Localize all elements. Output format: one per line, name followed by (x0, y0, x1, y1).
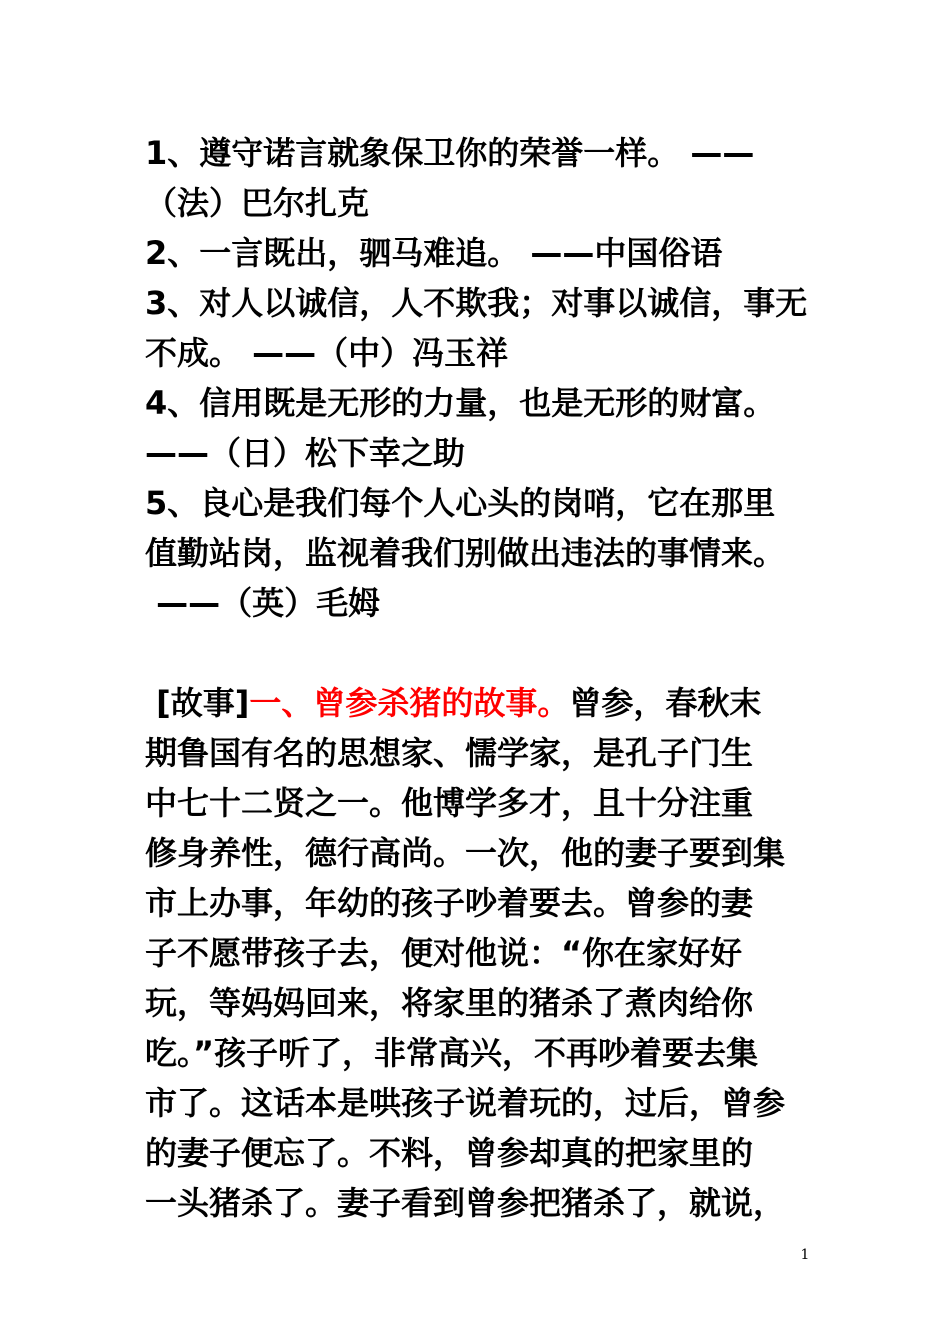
story-line: 的妻子便忘了。不料，曾参却真的把家里的 (145, 1134, 754, 1172)
story-line: 一头猪杀了。妻子看到曾参把猪杀了，就说， (145, 1184, 786, 1222)
quote-1 (145, 128, 815, 228)
quote-line: 2、一言既出，驷马难追。 ——中国俗语 (145, 234, 723, 272)
story-line: 修身养性，德行高尚。一次，他的妻子要到集 (145, 834, 786, 872)
story-text-start: 曾参，春秋末 (569, 684, 762, 722)
quote-line: 5、良心是我们每个人心头的岗哨，它在那里 (145, 484, 776, 522)
quote-line: 不成。 ——（中）冯玉祥 (145, 334, 509, 372)
page-number: 1 (800, 1247, 810, 1263)
story-label: [故事] (145, 684, 250, 722)
story-line: 子不愿带孩子去，便对他说：“你在家好好 (145, 934, 743, 972)
story-line: 市了。这话本是哄孩子说着玩的，过后，曾参 (145, 1084, 786, 1122)
quote-4 (145, 378, 815, 478)
story-line: 市上办事，年幼的孩子吵着要去。曾参的妻 (145, 884, 754, 922)
quote-2 (145, 228, 815, 278)
story-first-line (145, 678, 815, 728)
story-line: 期鲁国有名的思想家、懦学家，是孔子门生 (145, 734, 754, 772)
quote-line: （法）巴尔扎克 (145, 184, 370, 222)
story-title: 一、曾参杀猪的故事。 (249, 684, 570, 722)
story-line: 中七十二贤之一。他博学多才，且十分注重 (145, 784, 754, 822)
story-line: 吃。”孩子听了，非常高兴，不再吵着要去集 (145, 1034, 759, 1072)
quote-3 (145, 278, 815, 378)
quote-line: ——（英）毛姆 (145, 584, 381, 622)
quote-line: 1、遵守诺言就象保卫你的荣誉一样。 —— (145, 134, 755, 172)
quote-line: 3、对人以诚信，人不欺我；对事以诚信，事无 (145, 284, 808, 322)
paragraph-gap (145, 628, 815, 678)
quote-line: ——（日）松下幸之助 (145, 434, 466, 472)
story-line: 玩，等妈妈回来，将家里的猪杀了煮肉给你 (145, 984, 754, 1022)
quote-line: 4、信用既是无形的力量，也是无形的财富。 (145, 384, 776, 422)
story-section (145, 678, 815, 1228)
page-content (145, 128, 815, 1228)
quote-5 (145, 478, 815, 628)
quote-line: 值勤站岗，监视着我们别做出违法的事情来。 (145, 534, 786, 572)
